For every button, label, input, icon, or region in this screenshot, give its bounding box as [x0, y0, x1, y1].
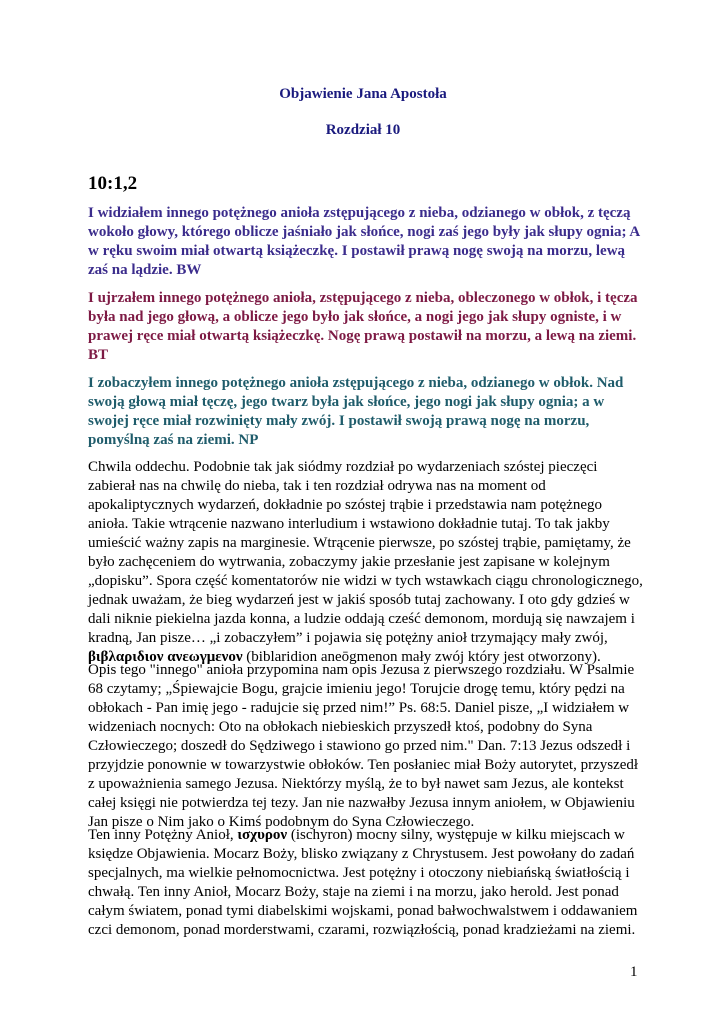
greek-term: βιβλαριδιον ανεωγμενον	[88, 649, 243, 665]
commentary-text: (biblaridion aneōgmenon mały zwój który jest otworzony).	[242, 649, 601, 665]
commentary-text: (ischyron) mocny silny, występuje w kilku miejscach w księdze Objawienia. Mocarz Boży, blisko związany z Chrystusem. Jest powołany do zadań specjalnych, ma wielkie pełnomocnictwa. Jest potężny i otoczony niebiańską światłością i chwałą. Ten inny Anioł, Mocarz Boży, staje na ziemi i na morzu, jako herold. Jest ponad całym światem, ponad tymi diabelskimi wojskami, ponad bałwochwalstwem i oddawaniem czci demonom, ponad morderstwami, czarami, rozwiązłością, ponad kradzieżami na ziemi.	[88, 827, 638, 938]
greek-term: ισχυρον	[237, 827, 288, 843]
page-number: 1	[630, 964, 638, 980]
commentary-text: Chwila oddechu. Podobnie tak jak siódmy rozdział po wydarzeniach szóstej pieczęci zabierał nas na chwilę do nieba, tak i ten rozdział odrywa nas na moment od apokaliptycznych wydarzeń, dokładnie po szóstej trąbie i przedstawia nam potężnego anioła. Takie wtrącenie nazwano interludium i wstawiono dokładnie tutaj. To tak jakby umieścić ważny zapis na marginesie. Wtrącenie pierwsze, po szóstej trąbie, pamiętamy, że było zachęceniem do wytrwania, zobaczymy jakie przesłanie jest zapisane w kolejnym „dopisku”. Spora część komentatorów nie widzi w tych wstawkach ciągu chronologicznego, jednak uważam, że bieg wydarzeń jest w jakiś sposób tutaj zachowany. I oto gdy gdzieś w dali niknie piekielna jazda konna, a ludzie oddają cześć demonom, mordują się nawzajem i kradną, Jan pisze… „i zobaczyłem” i pojawia się potężny anioł trzymający mały zwój,	[88, 459, 643, 646]
commentary-paragraph-2: Opis tego "innego" anioła przypomina nam opis Jezusa z pierwszego rozdziału. W Psalmie 68 czytamy; „Śpiewajcie Bogu, grajcie imieniu jego! Torujcie drogę temu, który pędzi na obłokach - Pan imię jego - radujcie się przed nim!” Ps. 68:5. Daniel pisze, „I widziałem w widzeniach nocnych: Oto na obłokach niebieskich przyszedł ktoś, podobny do Syna Człowieczego; doszedł do Sędziwego i stawiono go przed nim." Dan. 7:13 Jezus odszedł i przyjdzie ponownie w towarzystwie obłoków. Ten posłaniec miał Boży autorytet, przyszedł z upoważnienia samego Jezusa. Niektórzy myślą, że to był nawet sam Jezus, ale kontekst całej księgi nie potwierdza tej tezy. Jan nie nazwałby Jezusa innym aniołem, w Objawieniu Jan pisze o Nim jako o Kimś podobnym do Syna Człowieczego.	[88, 662, 639, 830]
verse-reference: 10:1,2	[88, 173, 138, 194]
commentary-paragraph-1	[88, 458, 644, 667]
translation-np: I zobaczyłem innego potężnego anioła zstępującego z nieba, odzianego w obłok. Nad swoją głową miał tęczę, jego twarz była jak słońce, jego nogi jak słupy ognia; a w swojej ręce miał rozwinięty mały zwój. I postawił swoją prawą nogę na morzu, pomyślną zaś na ziemi. NP	[88, 375, 624, 448]
translation-bw: I widziałem innego potężnego anioła zstępującego z nieba, odzianego w obłok, z tęczą wokoło głowy, którego oblicze jaśniało jak słońce, nogi zaś jego były jak słupy ognia; A w ręku swoim miał otwartą książeczkę. I postawił prawą nogę swoją na morzu, lewą zaś na lądzie. BW	[88, 205, 640, 278]
translation-bt: I ujrzałem innego potężnego anioła, zstępującego z nieba, obleczonego w obłok, i tęcza była nad jego głową, a oblicze jego było jak słońce, a nogi jego jak słupy ogniste, i w prawej ręce miał otwartą książeczkę. Nogę prawą postawił na morzu, a lewą na ziemi. BT	[88, 290, 638, 363]
book-title: Objawienie Jana Apostoła	[279, 86, 447, 102]
commentary-paragraph-3	[88, 826, 644, 940]
commentary-text: Ten inny Potężny Anioł,	[88, 827, 238, 843]
chapter-title: Rozdział 10	[325, 122, 401, 138]
